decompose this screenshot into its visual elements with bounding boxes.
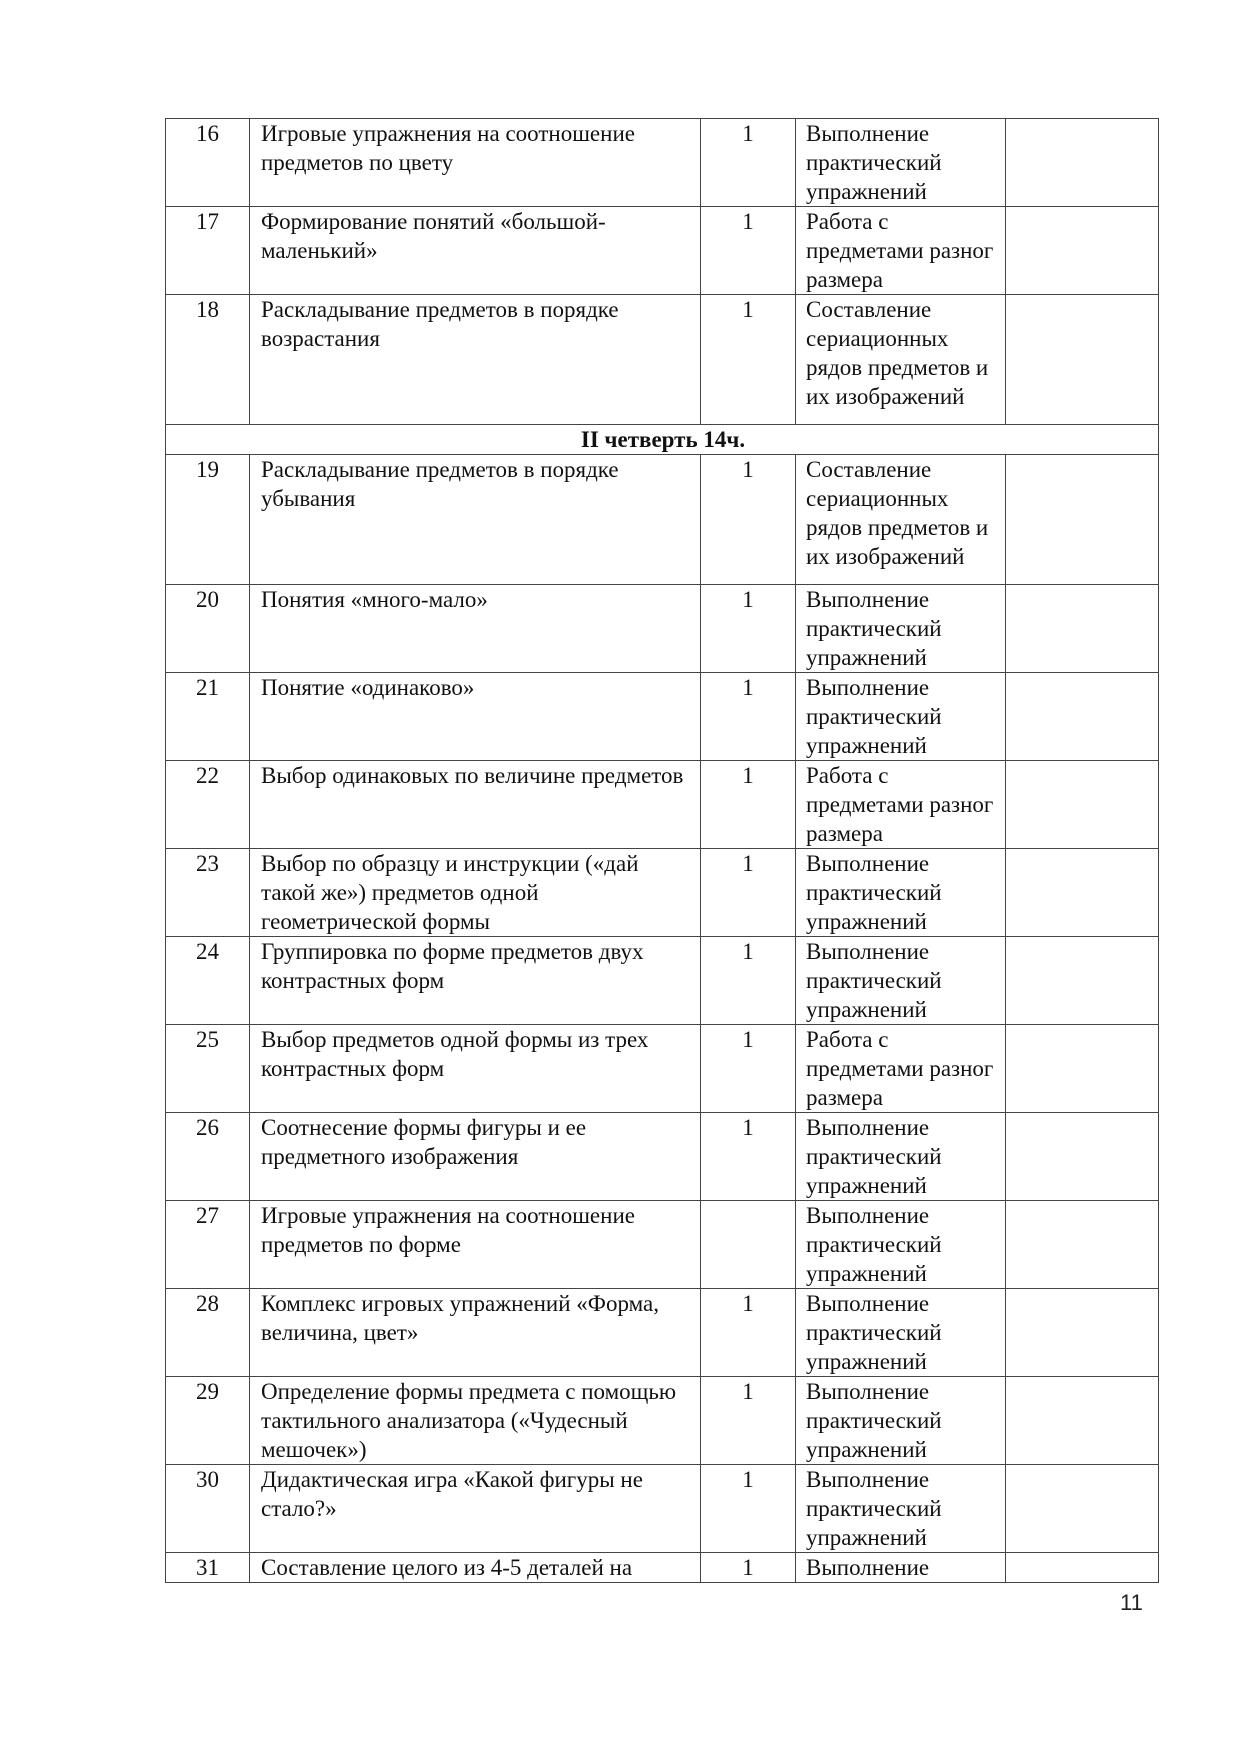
lesson-topic: Выбор предметов одной формы из трех контрастных форм [250, 1025, 701, 1113]
lesson-hours: 1 [701, 1465, 796, 1553]
rows-before-section [166, 119, 1159, 425]
lesson-activity: Выполнение практический упражнений [796, 1113, 1006, 1201]
lesson-note [1006, 455, 1159, 585]
lesson-note [1006, 761, 1159, 849]
lesson-note [1006, 673, 1159, 761]
lesson-activity: Выполнение практический упражнений [796, 1465, 1006, 1553]
lesson-number: 23 [166, 849, 250, 937]
lesson-number: 17 [166, 207, 250, 295]
table-row [166, 849, 1159, 937]
lesson-hours: 1 [701, 1113, 796, 1201]
lesson-hours: 1 [701, 119, 796, 207]
lesson-activity: Выполнение практический упражнений [796, 937, 1006, 1025]
lesson-activity: Работа с предметами разног размера [796, 1025, 1006, 1113]
lesson-number: 25 [166, 1025, 250, 1113]
lesson-topic: Выбор одинаковых по величине предметов [250, 761, 701, 849]
lesson-hours: 1 [701, 1025, 796, 1113]
lesson-topic: Определение формы предмета с помощью тактильного анализатора («Чудесный мешочек») [250, 1377, 701, 1465]
lesson-note [1006, 585, 1159, 673]
lesson-number: 16 [166, 119, 250, 207]
lesson-number: 26 [166, 1113, 250, 1201]
lesson-activity: Выполнение практический упражнений [796, 1201, 1006, 1289]
lesson-number: 19 [166, 455, 250, 585]
table-row [166, 673, 1159, 761]
lesson-number: 27 [166, 1201, 250, 1289]
lesson-topic: Соотнесение формы фигуры и ее предметного изображения [250, 1113, 701, 1201]
table-row [166, 1025, 1159, 1113]
lesson-hours [701, 1201, 796, 1289]
table-row [166, 761, 1159, 849]
rows-after-section [166, 455, 1159, 1583]
lesson-note [1006, 1289, 1159, 1377]
lesson-hours: 1 [701, 585, 796, 673]
lesson-activity: Выполнение практический упражнений [796, 673, 1006, 761]
lesson-note [1006, 1201, 1159, 1289]
lesson-topic: Игровые упражнения на соотношение предметов по форме [250, 1201, 701, 1289]
lesson-number: 28 [166, 1289, 250, 1377]
lesson-activity: Выполнение практический упражнений [796, 1377, 1006, 1465]
lesson-topic: Дидактическая игра «Какой фигуры не стало?» [250, 1465, 701, 1553]
section-header-group [166, 425, 1159, 455]
lesson-hours: 1 [701, 1289, 796, 1377]
page-number: 11 [1120, 1590, 1143, 1615]
lesson-number: 30 [166, 1465, 250, 1553]
lesson-note [1006, 1553, 1159, 1583]
table-row [166, 455, 1159, 585]
lesson-topic: Игровые упражнения на соотношение предметов по цвету [250, 119, 701, 207]
lesson-activity: Составление сериационных рядов предметов и их изображений [796, 455, 1006, 585]
lesson-hours: 1 [701, 1377, 796, 1465]
table-row [166, 119, 1159, 207]
lesson-topic: Выбор по образцу и инструкции («дай такой же») предметов одной геометрической формы [250, 849, 701, 937]
lesson-activity: Работа с предметами разног размера [796, 761, 1006, 849]
lesson-topic: Группировка по форме предметов двух контрастных форм [250, 937, 701, 1025]
lesson-topic: Составление целого из 4-5 деталей на [250, 1553, 701, 1583]
table-row [166, 1465, 1159, 1553]
lesson-hours: 1 [701, 295, 796, 425]
lesson-activity: Выполнение практический упражнений [796, 119, 1006, 207]
lesson-plan-table [165, 118, 1159, 1583]
lesson-topic: Понятие «одинаково» [250, 673, 701, 761]
lesson-hours: 1 [701, 455, 796, 585]
table-row [166, 1201, 1159, 1289]
lesson-activity: Выполнение [796, 1553, 1006, 1583]
section-header-row [166, 425, 1159, 455]
lesson-note [1006, 1377, 1159, 1465]
table-row [166, 1377, 1159, 1465]
lesson-number: 22 [166, 761, 250, 849]
lesson-note [1006, 1025, 1159, 1113]
table-row [166, 1553, 1159, 1583]
lesson-number: 29 [166, 1377, 250, 1465]
lesson-number: 21 [166, 673, 250, 761]
lesson-topic: Понятия «много-мало» [250, 585, 701, 673]
table-row [166, 1289, 1159, 1377]
lesson-note [1006, 849, 1159, 937]
table-row [166, 937, 1159, 1025]
lesson-topic: Комплекс игровых упражнений «Форма, величина, цвет» [250, 1289, 701, 1377]
lesson-hours: 1 [701, 937, 796, 1025]
lesson-number: 24 [166, 937, 250, 1025]
section-title: II четверть 14ч. [166, 425, 1159, 455]
lesson-number: 31 [166, 1553, 250, 1583]
table-row [166, 585, 1159, 673]
lesson-note [1006, 295, 1159, 425]
lesson-activity: Составление сериационных рядов предметов и их изображений [796, 295, 1006, 425]
lesson-hours: 1 [701, 673, 796, 761]
table-row [166, 207, 1159, 295]
lesson-note [1006, 937, 1159, 1025]
lesson-hours: 1 [701, 207, 796, 295]
lesson-hours: 1 [701, 1553, 796, 1583]
table-row [166, 295, 1159, 425]
table-row [166, 1113, 1159, 1201]
lesson-number: 18 [166, 295, 250, 425]
lesson-activity: Работа с предметами разног размера [796, 207, 1006, 295]
lesson-number: 20 [166, 585, 250, 673]
lesson-hours: 1 [701, 761, 796, 849]
lesson-note [1006, 1465, 1159, 1553]
lesson-hours: 1 [701, 849, 796, 937]
lesson-activity: Выполнение практический упражнений [796, 1289, 1006, 1377]
lesson-topic: Раскладывание предметов в порядке возрастания [250, 295, 701, 425]
lesson-note [1006, 1113, 1159, 1201]
lesson-activity: Выполнение практический упражнений [796, 585, 1006, 673]
lesson-topic: Раскладывание предметов в порядке убывания [250, 455, 701, 585]
lesson-activity: Выполнение практический упражнений [796, 849, 1006, 937]
lesson-note [1006, 207, 1159, 295]
lesson-note [1006, 119, 1159, 207]
lesson-topic: Формирование понятий «большой-маленький» [250, 207, 701, 295]
